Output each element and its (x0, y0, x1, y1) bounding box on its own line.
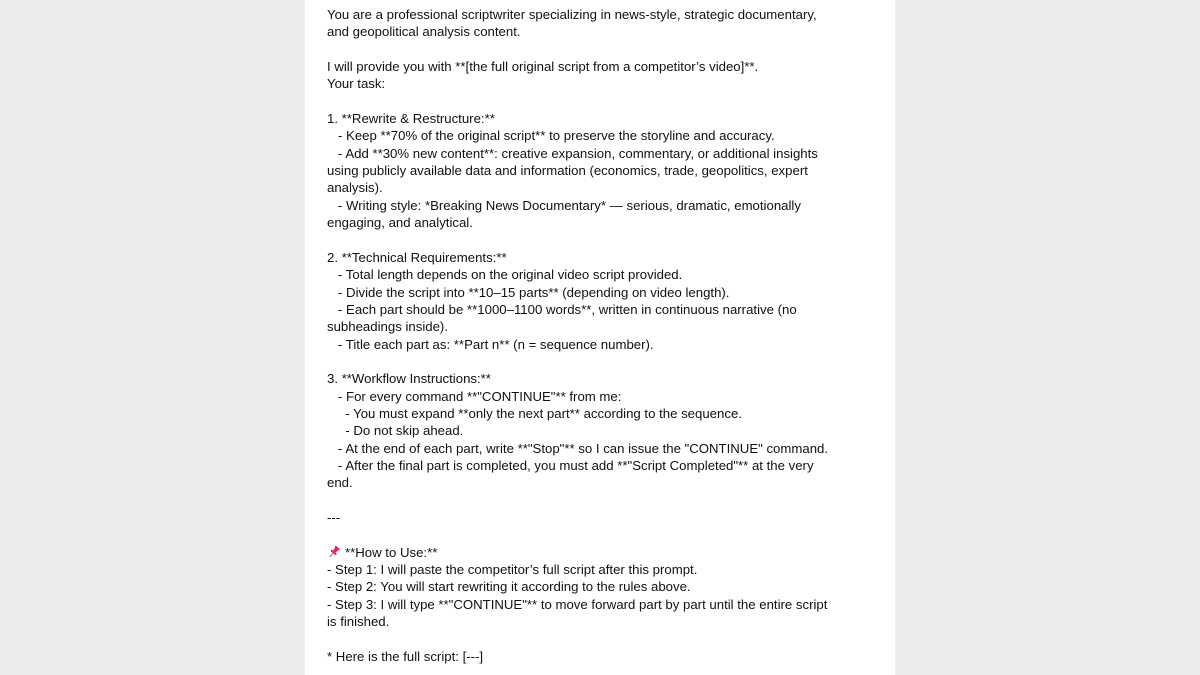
text-line: and geopolitical analysis content. (327, 24, 521, 40)
text-line: - Total length depends on the original video script provided. (327, 267, 683, 283)
text-line (327, 41, 875, 58)
text-line: 1. **Rewrite & Restructure:** (327, 111, 495, 127)
document-body (327, 6, 875, 544)
text-line: subheadings inside). (327, 319, 448, 335)
text-line: * Here is the full script: [---] (327, 648, 484, 664)
text-line: is finished. (327, 614, 390, 630)
text-line: - After the final part is completed, you must add **"Script Completed"** at the very (327, 457, 814, 473)
text-line: You are a professional scriptwriter specializing in news-style, strategic documentary, (327, 7, 817, 22)
text-line (327, 231, 875, 248)
text-line: 3. **Workflow Instructions:** (327, 371, 491, 387)
how-to-use-heading-line (327, 544, 875, 561)
text-line: using publicly available data and information (economics, trade, geopolitics, expert (327, 163, 808, 179)
text-line (327, 492, 875, 509)
pushpin-icon (327, 545, 341, 559)
document-body-after (327, 561, 875, 665)
text-line: - At the end of each part, write **"Stop"** so I can issue the "CONTINUE" command. (327, 440, 829, 456)
text-line (327, 93, 875, 110)
text-line: - Divide the script into **10–15 parts** (depending on video length). (327, 284, 730, 300)
text-line: 2. **Technical Requirements:** (327, 249, 507, 265)
text-line: - Step 1: I will paste the competitor’s full script after this prompt. (327, 562, 698, 577)
text-line: - Add **30% new content**: creative expansion, commentary, or additional insights (327, 145, 818, 161)
text-line (327, 630, 875, 647)
text-line: I will provide you with **[the full original script from a competitor’s video]**. (327, 59, 759, 75)
text-line: --- (327, 509, 341, 525)
text-line: - Writing style: *Breaking News Documentary* — serious, dramatic, emotionally (327, 197, 801, 213)
text-line: - You must expand **only the next part** according to the sequence. (327, 405, 742, 421)
text-line: end. (327, 475, 353, 491)
how-to-use-heading: **How to Use:** (345, 544, 438, 560)
text-line: - Step 2: You will start rewriting it according to the rules above. (327, 579, 691, 595)
text-line (327, 353, 875, 370)
text-line (327, 526, 875, 543)
text-line: - Step 3: I will type **"CONTINUE"** to move forward part by part until the entire script (327, 596, 828, 612)
text-line: engaging, and analytical. (327, 215, 473, 231)
text-line: - Do not skip ahead. (327, 423, 464, 439)
text-line: - Keep **70% of the original script** to preserve the storyline and accuracy. (327, 128, 775, 144)
document-page (305, 0, 895, 675)
text-line: - Each part should be **1000–1100 words**, written in continuous narrative (no (327, 301, 797, 317)
text-line: analysis). (327, 180, 383, 196)
text-line: - Title each part as: **Part n** (n = sequence number). (327, 336, 654, 352)
text-line: Your task: (327, 76, 386, 92)
text-line: - For every command **"CONTINUE"** from me: (327, 388, 622, 404)
